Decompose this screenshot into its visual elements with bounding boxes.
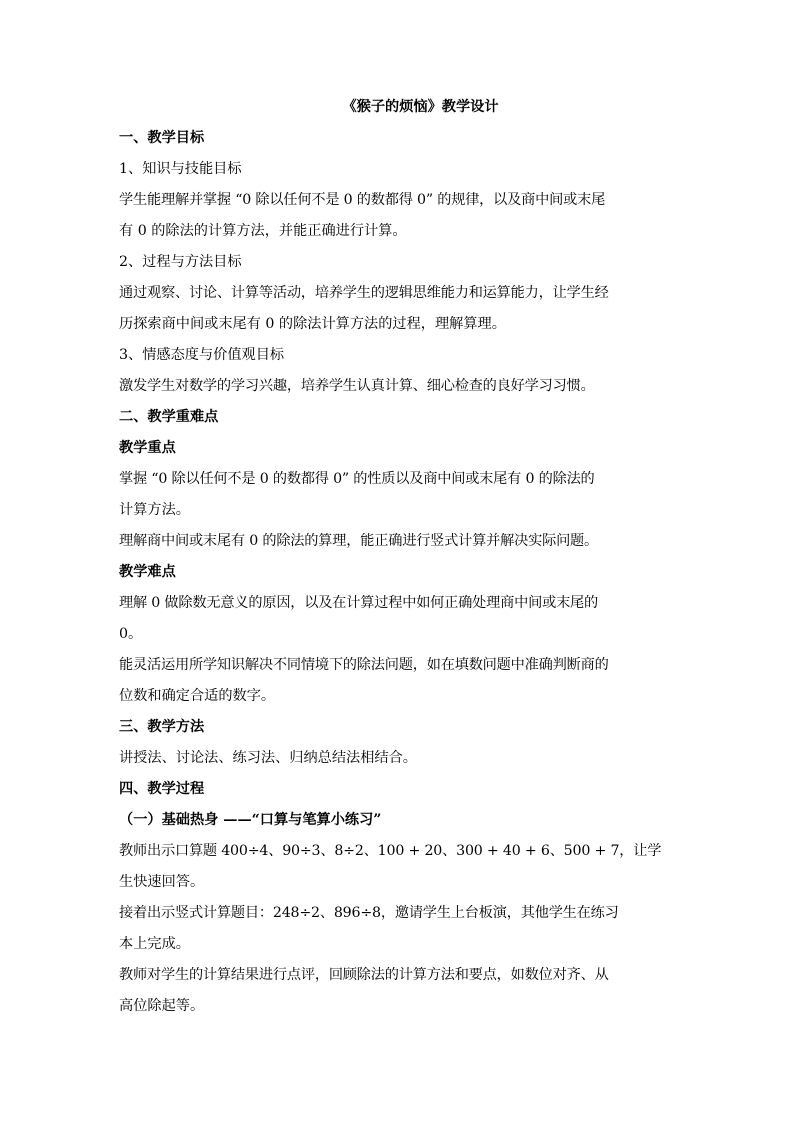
subheading-emotion-values: 3、情感态度与价值观目标: [119, 347, 285, 363]
paragraph-line: 激发学生对数学的学习兴趣，培养学生认真计算、细心检查的良好学习习惯。: [119, 378, 595, 394]
paragraph-line: 学生能理解并掌握 “0 除以任何不是 0 的数都得 0” 的规律，以及商中间或末尾: [119, 192, 606, 208]
paragraph-line: 理解 0 做除数无意义的原因，以及在计算过程中如何正确处理商中间或末尾的: [119, 595, 599, 611]
section-heading-teaching-process: 四、教学过程: [119, 781, 205, 797]
subheading-knowledge-skills: 1、知识与技能目标: [119, 161, 242, 177]
subheading-difficult-points: 教学难点: [119, 564, 176, 580]
paragraph-line: 高位除起等。: [119, 998, 205, 1014]
paragraph-line: 通过观察、讨论、计算等活动，培养学生的逻辑思维能力和运算能力，让学生经: [119, 285, 609, 301]
paragraph-line: 掌握 “0 除以任何不是 0 的数都得 0” 的性质以及商中间或末尾有 0 的除法的: [119, 471, 595, 487]
paragraph-line: 位数和确定合适的数字。: [119, 688, 276, 704]
paragraph-line: 历探索商中间或末尾有 0 的除法计算方法的过程，理解算理。: [119, 316, 506, 332]
paragraph-line: 接着出示竖式计算题目：248÷2、896÷8，邀请学生上台板演，其他学生在练习: [119, 905, 619, 921]
section-heading-teaching-goals: 一、教学目标: [119, 130, 205, 146]
section-heading-key-difficult-points: 二、教学重难点: [119, 409, 219, 425]
paragraph-line: 生快速回答。: [119, 874, 205, 890]
paragraph-line: 计算方法。: [119, 502, 190, 518]
paragraph-line: 教师出示口算题 400÷4、90÷3、8÷2、100 + 20、300 + 40 + 6、500 + 7，让学: [119, 843, 662, 859]
paragraph-line: 能灵活运用所学知识解决不同情境下的除法问题，如在填数问题中准确判断商的: [119, 657, 609, 673]
subheading-warm-up: （一）基础热身 ——“口算与笔算小练习”: [119, 812, 382, 828]
paragraph-line: 本上完成。: [119, 936, 190, 952]
document-body: [119, 92, 684, 1022]
paragraph-line: 讲授法、讨论法、练习法、归纳总结法相结合。: [119, 750, 417, 766]
paragraph-line: 教师对学生的计算结果进行点评，回顾除法的计算方法和要点，如数位对齐、从: [119, 967, 609, 983]
paragraph-line: 有 0 的除法的计算方法，并能正确进行计算。: [119, 223, 407, 239]
subheading-key-points: 教学重点: [119, 440, 176, 456]
section-heading-teaching-methods: 三、教学方法: [119, 719, 205, 735]
document-title: 《猴子的烦恼》教学设计: [342, 99, 499, 115]
subheading-process-methods: 2、过程与方法目标: [119, 254, 242, 270]
paragraph-line: 0。: [119, 626, 143, 642]
paragraph-line: 理解商中间或末尾有 0 的除法的算理，能正确进行竖式计算并解决实际问题。: [119, 533, 599, 549]
